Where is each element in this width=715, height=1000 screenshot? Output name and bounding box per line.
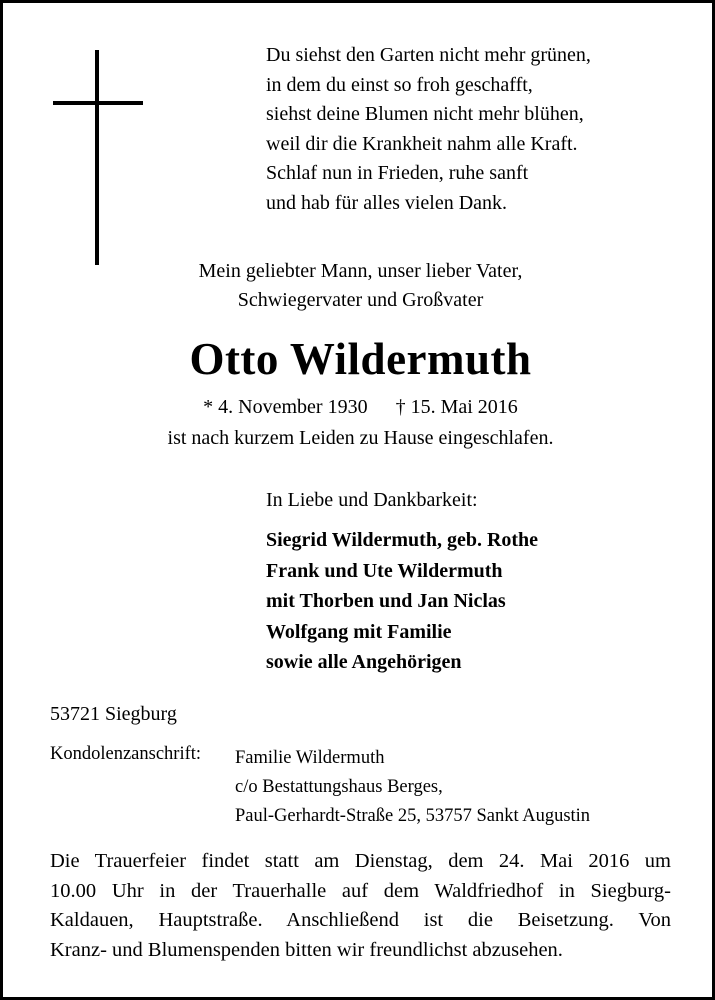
ceremony-info <box>50 847 671 965</box>
poem-line: Schlaf nun in Frieden, ruhe sanft <box>266 162 529 184</box>
poem-line: weil dir die Krankheit nahm alle Kraft. <box>266 132 578 155</box>
mourners-heading: In Liebe und Dankbarkeit: <box>266 489 478 511</box>
condolence-line: c/o Bestattungshaus Berges, <box>235 777 443 797</box>
poem <box>266 41 591 218</box>
condolence-address <box>235 744 590 831</box>
mourner-name: Wolfgang mit Familie <box>266 620 452 643</box>
ceremony-line: Die Trauerfeier findet statt am Dienstag, dem 24. Mai 2016 um <box>50 850 671 872</box>
cross-vertical-bar <box>95 50 99 265</box>
cross-horizontal-bar <box>53 101 143 105</box>
condolence-line: Familie Wildermuth <box>235 748 385 768</box>
mourner-name: Siegrid Wildermuth, geb. Rothe <box>266 529 539 551</box>
poem-line: und hab für alles vielen Dank. <box>266 191 508 214</box>
condolence-line: Paul-Gerhardt-Straße 25, 53757 Sankt Augustin <box>235 806 591 826</box>
poem-line: Du siehst den Garten nicht mehr grünen, <box>266 44 591 66</box>
death-date: † 15. Mai 2016 <box>395 396 518 418</box>
mourner-name: sowie alle Angehörigen <box>266 651 462 673</box>
ceremony-line: 10.00 Uhr in der Trauerhalle auf dem Waldfriedhof in Siegburg- <box>50 879 671 902</box>
birth-date: * 4. November 1930 <box>203 396 368 418</box>
mourner-name: mit Thorben und Jan Niclas <box>266 590 506 612</box>
ceremony-line: Kaldauen, Hauptstraße. Anschließend ist die Beisetzung. Von <box>50 909 671 931</box>
intro-line: Mein geliebter Mann, unser lieber Vater, <box>198 260 523 282</box>
ceremony-line: Kranz- und Blumenspenden bitten wir freundlichst abzusehen. <box>50 938 563 961</box>
passing-text: ist nach kurzem Leiden zu Hause eingeschlafen. <box>167 427 554 449</box>
intro-line: Schwiegervater und Großvater <box>237 289 484 311</box>
deceased-name: Otto Wildermuth <box>189 334 532 384</box>
poem-line: in dem du einst so froh geschafft, <box>266 73 533 96</box>
life-dates <box>3 396 715 419</box>
location: 53721 Siegburg <box>50 703 177 725</box>
mourners-list <box>266 525 538 678</box>
mourner-name: Frank und Ute Wildermuth <box>266 559 503 582</box>
condolence-label: Kondolenzanschrift: <box>50 744 202 764</box>
poem-line: siehst deine Blumen nicht mehr blühen, <box>266 103 584 125</box>
